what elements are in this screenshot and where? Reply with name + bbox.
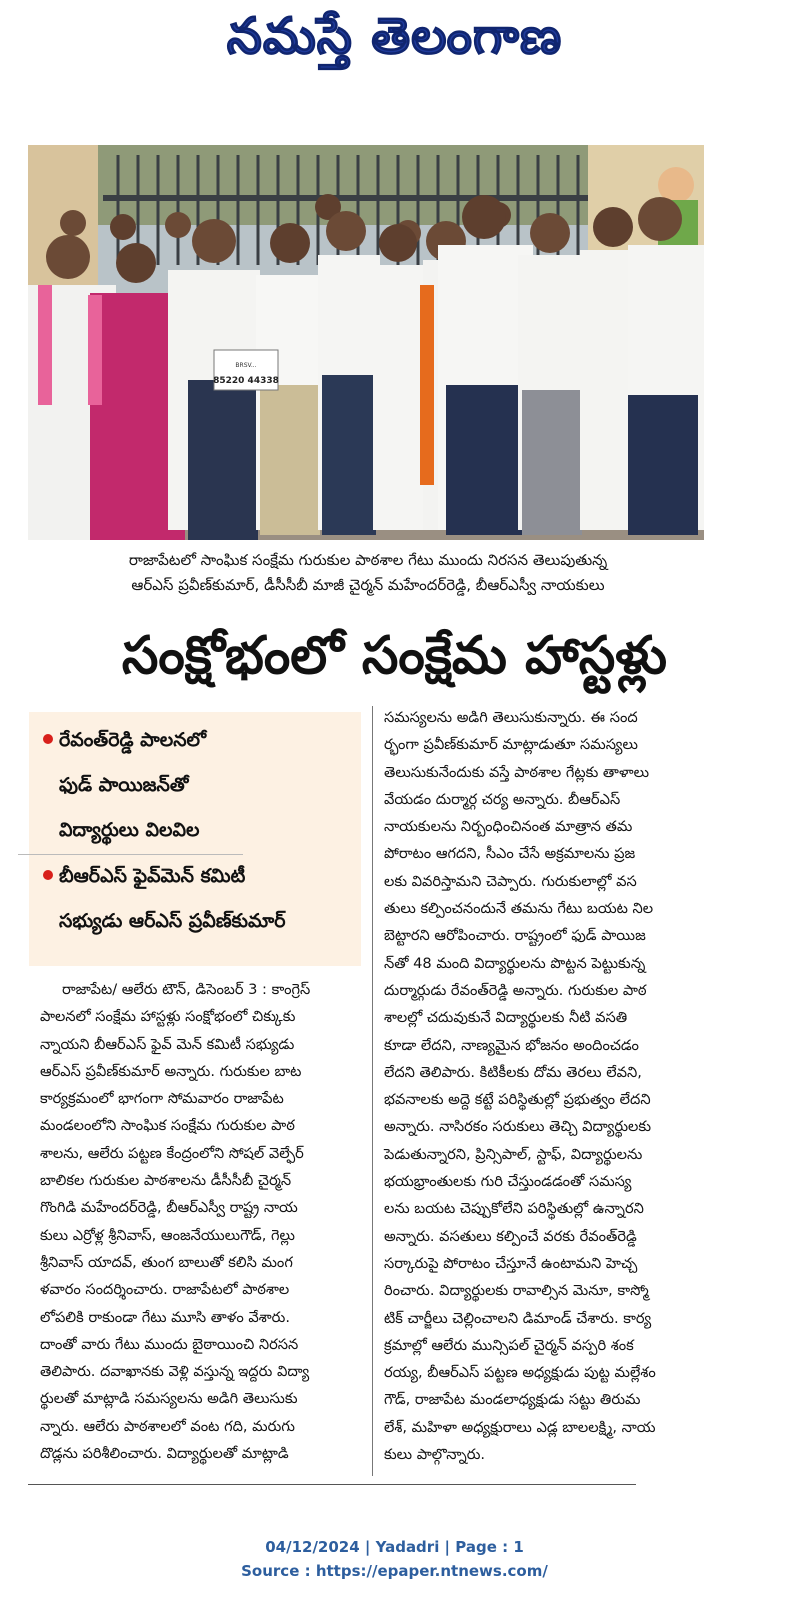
article-line: కులు ఎర్రోళ్ల శ్రీనివాస్, ఆంజనేయులుగౌడ్, గెల్లు [40, 1226, 295, 1244]
article-line: లకు వివరిస్తామని చెప్పారు. గురుకులాల్లో వస [384, 872, 637, 890]
article-line: రించారు. విద్యార్థులకు రావాల్సిన మెనూ, కాస్మో [384, 1282, 649, 1300]
highlight-1 [43, 718, 206, 853]
article-line: తులు కల్పించనందునే తమను గేటు బయట నిల [384, 900, 654, 918]
article-end-rule [28, 1484, 636, 1485]
masthead-title: నమస్తే తెలంగాణ [226, 6, 563, 65]
article-line: లోపలికి రాకుండా గేటు మూసి తాళం వేశారు. [40, 1308, 290, 1326]
highlight-1-line-3: విద్యార్థులు విలవిల [59, 819, 200, 841]
highlight-1-line-1: రేవంత్‌రెడ్డి పాలనలో [59, 729, 207, 751]
article-line: భవనాలకు అద్దె కట్టే పరిస్థితుల్లో ప్రభుత్వం లేదని [384, 1091, 651, 1109]
highlight-divider [18, 854, 243, 855]
article-line: శాలల్లో చదువుకునే విద్యార్థులకు నీటి వసతి [384, 1009, 628, 1027]
article-column-right [384, 704, 704, 1468]
article-line: రాజాపేట/ ఆలేరు టౌన్, డిసెంబర్ 3 : కాంగ్రెస్ [62, 981, 311, 998]
article-line: క్రమాల్లో ఆలేరు మున్సిపల్ చైర్మన్ వస్పరి శంక [384, 1336, 634, 1354]
article-line: పెడుతున్నారని, ప్రిన్సిపాల్, స్టాఫ్, విద్యార్థులను [384, 1145, 643, 1163]
highlight-1-line-2: ఫుడ్ పాయిజన్‌తో [59, 774, 189, 796]
article-line: సమస్యలను అడిగి తెలుసుకున్నారు. ఈ సంద [384, 709, 638, 726]
article-line: న్‌తో 48 మంది విద్యార్థులను పొట్టన పెట్టుకున్న [384, 954, 646, 972]
article-line: పోరాటం ఆగదని, సీఎం చేసే అక్రమాలను ప్రజ [384, 845, 636, 863]
article-line: శ్రీనివాస్ యాదవ్, తుంగ బాలుతో కలిసి మంగ [40, 1253, 293, 1271]
caption-line-1: రాజాపేటలో సాంఘిక సంక్షేమ గురుకుల పాఠశాల గేటు ముందు నిరసన తెలుపుతున్న [128, 551, 608, 569]
article-line: భయభ్రాంతులకు గురి చేస్తుండడంతో సమస్య [384, 1173, 632, 1191]
article-line: లను బయట చెప్పుకోలేని పరిస్థితుల్లో ఉన్నారని [384, 1200, 644, 1218]
article-line: ర్థులతో మాట్లాడి సమస్యలను అడిగి తెలుసుకు [40, 1390, 298, 1408]
highlight-2 [43, 854, 285, 944]
article-line: దుర్మార్గుడు రేవంత్‌రెడ్డి అన్నారు. గురుకుల పాఠ [384, 981, 647, 999]
footer-source: Source : https://epaper.ntnews.com/ [241, 1562, 548, 1580]
article-line: లేశ్, మహిళా అధ్యక్షురాలు ఎడ్ల బాలలక్ష్మి, నాయ [384, 1418, 656, 1436]
highlight-2-line-2: సభ్యుడు ఆర్ఎస్ ప్రవీణ్‌కుమార్ [59, 910, 286, 932]
article-line: ర్భంగా ప్రవీణ్‌కుమార్ మాట్లాడుతూ సమస్యలు [384, 736, 638, 754]
article-line: న్నాయని బీఆర్ఎస్ ఫైవ్ మెన్ కమిటీ సభ్యుడు [40, 1035, 295, 1053]
news-photo [28, 145, 704, 540]
headline: సంక్షోభంలో సంక్షేమ హాస్టళ్లు [121, 626, 668, 686]
article-line: నాయకులను నిర్బంధించినంత మాత్రాన తమ [384, 818, 633, 836]
article-line: లేదని తెలిపారు. కిటికీలకు దోమ తెరలు లేవని, [384, 1063, 642, 1081]
highlights-box [29, 712, 361, 966]
article-line: కార్యక్రమంలో భాగంగా సోమవారం రాజాపేట [40, 1090, 284, 1108]
article-line: తెలుసుకునేందుకు వస్తే పాఠశాల గేట్లకు తాళాలు [384, 763, 649, 781]
article-line: ఆర్ఎస్ ప్రవీణ్‌కుమార్ అన్నారు. గురుకుల బాట [40, 1062, 302, 1080]
protest-photo-illustration [28, 145, 704, 540]
placard-line2: 85220 44338 [213, 376, 279, 386]
article-line: దొడ్లను పరిశీలించారు. విద్యార్థులతో మాట్లాడి [40, 1445, 289, 1463]
article-line: టిక్ చార్జీలు చెల్లించాలని డిమాండ్ చేశారు. కార్య [384, 1309, 652, 1327]
article-line: శాలను, ఆలేరు పట్టణ కేంద్రంలోని సోషల్ వెల్ఫేర్ [40, 1144, 304, 1162]
column-divider [372, 706, 373, 1476]
caption-line-2: ఆర్ఎస్ ప్రవీణ్‌కుమార్, డీసీసీబీ మాజీ చైర్మన్ మహేందర్‌రెడ్డి, బీఆర్ఎస్వీ నాయకులు [131, 576, 605, 594]
article-line: బెట్టారని ఆరోపించారు. రాష్ట్రంలో ఫుడ్ పాయిజ [384, 927, 646, 945]
highlight-2-line-1: బీఆర్ఎస్ ఫైవ్‌మెన్ కమిటీ [59, 865, 246, 887]
article-line: వేయడం దుర్మార్గ చర్య అన్నారు. బీఆర్ఎస్ [384, 790, 621, 808]
footer-edition: 04/12/2024 | Yadadri | Page : 1 [265, 1538, 524, 1556]
bullet-icon [43, 734, 53, 744]
article-line: గొంగిడి మహేందర్‌రెడ్డి, బీఆర్ఎస్వీ రాష్ట్ర నాయ [40, 1199, 298, 1217]
article-line: అన్నారు. నాసిరకం సరుకులు తెచ్చి విద్యార్థులకు [384, 1118, 652, 1136]
article-line: కూడా లేదని, నాణ్యమైన భోజనం అందించడం [384, 1036, 639, 1054]
bullet-icon [43, 870, 53, 880]
article-line: పాలనలో సంక్షేమ హాస్టళ్లు సంక్షోభంలో చిక్కుకు [40, 1008, 296, 1026]
article-line: బాలికల గురుకుల పాఠశాలను డీసీసీబీ చైర్మన్ [40, 1172, 292, 1190]
article-line: అన్నారు. వసతులు కల్పించే వరకు రేవంత్‌రెడ్డి [384, 1227, 637, 1245]
article-column-left [40, 976, 362, 1467]
article-line: న్నారు. ఆలేరు పాఠశాలలో వంట గది, మరుగు [40, 1417, 295, 1435]
article-line: కులు పాల్గొన్నారు. [384, 1446, 486, 1464]
article-line: తెలిపారు. దవాఖానకు వెళ్లి వస్తున్న ఇద్దరు విద్యా [40, 1363, 310, 1381]
article-line: సర్కారుపై పోరాటం చేస్తూనే ఉంటామని హెచ్చ [384, 1254, 638, 1272]
article-line: మండలంలోని సాంఘిక సంక్షేమ గురుకుల పాఠ [40, 1117, 295, 1135]
masthead [0, 6, 789, 76]
article-line: గౌడ్, రాజాపేట మండలాధ్యక్షుడు సట్టు తిరుమ [384, 1391, 641, 1409]
article-line: రయ్య, బీఆర్ఎస్ పట్టణ అధ్యక్షుడు పుట్ట మల్లేశం [384, 1364, 656, 1382]
placard-line1: BRSV... [235, 362, 257, 369]
photo-caption [48, 548, 688, 598]
article-line: ళవారం సందర్శించారు. రాజాపేటలో పాఠశాల [40, 1281, 290, 1299]
article-line: దాంతో వారు గేటు ముందు బైఠాయించి నిరసన [40, 1335, 299, 1353]
